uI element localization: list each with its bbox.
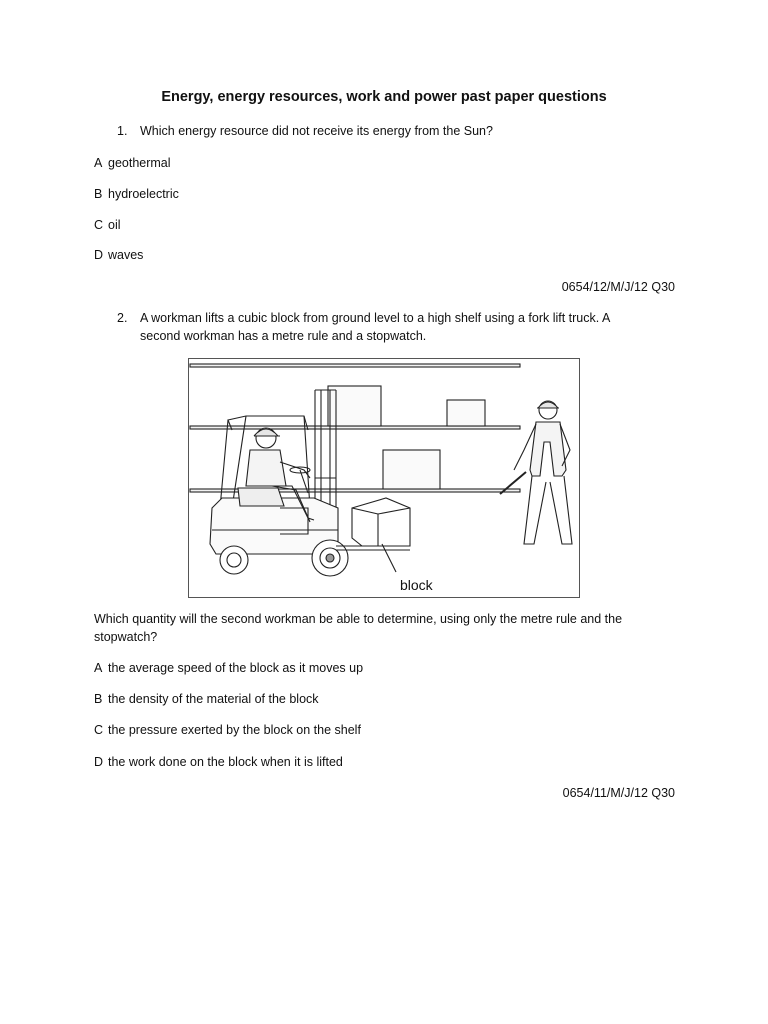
figure-label-block: block: [400, 577, 433, 593]
cubic-block: [352, 498, 410, 546]
question-1-text: Which energy resource did not receive its energy from the Sun?: [140, 124, 493, 138]
option-letter: A: [94, 156, 103, 170]
option-letter: C: [94, 218, 104, 232]
option-text: hydroelectric: [108, 187, 179, 201]
page-title: Energy, energy resources, work and power past paper questions: [161, 89, 607, 105]
option-text: the work done on the block when it is lifted: [108, 755, 343, 769]
option-letter: C: [94, 723, 104, 737]
option-letter: B: [94, 187, 103, 201]
question-1-number: 1.: [117, 124, 128, 138]
option-text: geothermal: [108, 156, 171, 170]
q2-option-b: [94, 692, 319, 706]
option-letter: B: [94, 692, 103, 706]
question-1-reference: 0654/12/M/J/12 Q30: [561, 280, 675, 294]
option-letter: A: [94, 661, 103, 675]
question-2-number: 2.: [117, 311, 128, 325]
option-letter: D: [94, 755, 104, 769]
question-2-reference: 0654/11/M/J/12 Q30: [562, 786, 675, 800]
q1-option-c: [94, 218, 121, 232]
question-2-text-line-2: second workman has a metre rule and a stopwatch.: [140, 329, 427, 343]
option-text: oil: [108, 218, 121, 232]
forklift-figure: [188, 358, 580, 598]
q2-option-a: [94, 661, 363, 675]
option-letter: D: [94, 248, 104, 262]
question-2-text-line-1: A workman lifts a cubic block from ground level to a high shelf using a fork lift truck. A: [140, 311, 611, 325]
q1-option-b: [94, 187, 179, 201]
forklift-illustration: [188, 358, 580, 598]
q2-option-c: [94, 723, 361, 737]
shelf-box-middle: [383, 450, 440, 489]
q1-option-a: [94, 156, 171, 170]
question-2-prompt-line-2: stopwatch?: [94, 630, 158, 644]
top-shelf: [190, 364, 520, 367]
q1-option-d: [94, 248, 143, 262]
option-text: the density of the material of the block: [108, 692, 319, 706]
q2-option-d: [94, 755, 343, 769]
question-2-prompt-line-1: Which quantity will the second workman be able to determine, using only the metre rule and the: [94, 612, 623, 626]
option-text: the pressure exerted by the block on the shelf: [108, 723, 361, 737]
shelf-box-top-right: [447, 400, 485, 426]
option-text: the average speed of the block as it moves up: [108, 661, 364, 675]
option-text: waves: [108, 248, 144, 262]
